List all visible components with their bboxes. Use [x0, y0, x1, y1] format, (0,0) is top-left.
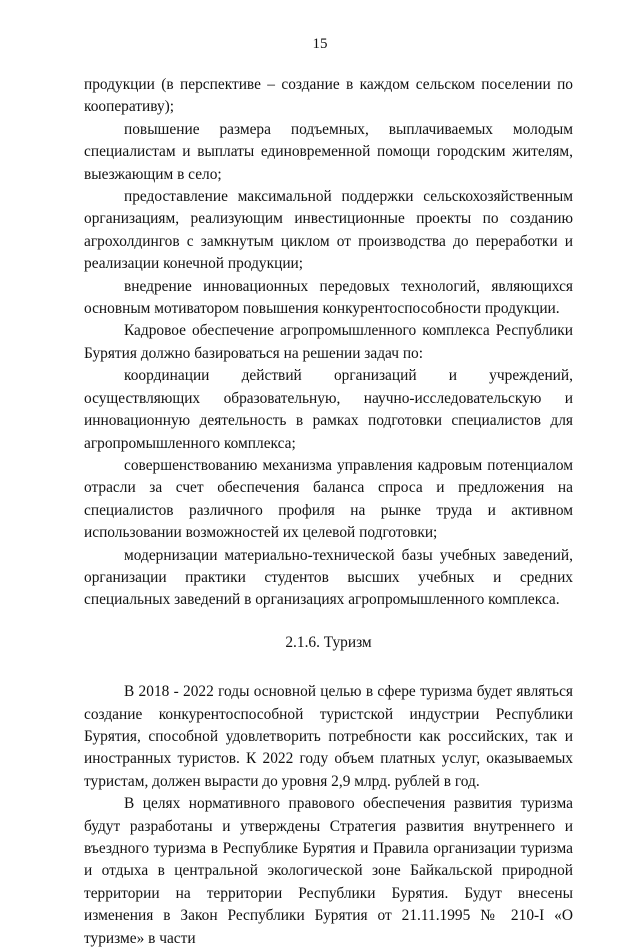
paragraph: модернизации материально-технической базы учебных заведений, организации практики студентов высших учебных и средних специальных заведений в организациях агропромышленного комплекса. — [84, 546, 573, 609]
paragraph: продукции (в перспективе – создание в каждом сельском поселении по кооперативу); — [84, 76, 573, 116]
document-body — [84, 74, 573, 950]
paragraph: Кадровое обеспечение агропромышленного комплекса Республики Бурятия должно базироваться на решении задач по: — [84, 322, 573, 362]
paragraph: совершенствованию механизма управления кадровым потенциалом отрасли за счет обеспечения баланса спроса и предложения на специалистов различного профиля на рынке труда и активном использовании возможностей их целевой подготовки; — [84, 456, 573, 542]
paragraph: предоставление максимальной поддержки сельскохозяйственным организациям, реализующим инвестиционные проекты по созданию агрохолдингов с замкнутым циклом от производства до переработки и реализации конечной продукции; — [84, 188, 573, 273]
paragraph: В 2018 - 2022 годы основной целью в сфере туризма будет являться создание конкурентоспособной туристской индустрии Республики Бурятия, способной удовлетворить потребности как российских, так и иностранных туристов. К 2022 году объем платных услуг, оказываемых туристам, должен вырасти до уровня 2,9 млрд. рублей в год. — [84, 683, 573, 790]
section-heading: 2.1.6. Туризм — [285, 633, 372, 651]
paragraph: внедрение инновационных передовых технологий, являющихся основным мотиватором повышения конкурентоспособности продукции. — [84, 277, 573, 318]
page-number: 15 — [312, 36, 328, 52]
paragraph: повышение размера подъемных, выплачиваемых молодым специалистам и выплаты единовременной помощи городским жителям, выезжающим в село; — [84, 120, 573, 183]
paragraph: В целях нормативного правового обеспечения развития туризма будут разработаны и утверждены Стратегия развития внутреннего и въездного туризма в Республике Бурятия и Правила организации туризма и отдыха в центральной экологической зоне Байкальской природной территории на территории Республики Бурятия. Будут внесены изменения в Закон Республики Бурятия от 21.11.1995 № 210-I «О туризме» в части — [84, 795, 573, 947]
paragraph: координации действий организаций и учреждений, осуществляющих образовательную, научно-исследовательскую и инновационную деятельность в рамках подготовки специалистов для агропромышленного комплекса; — [84, 367, 573, 452]
